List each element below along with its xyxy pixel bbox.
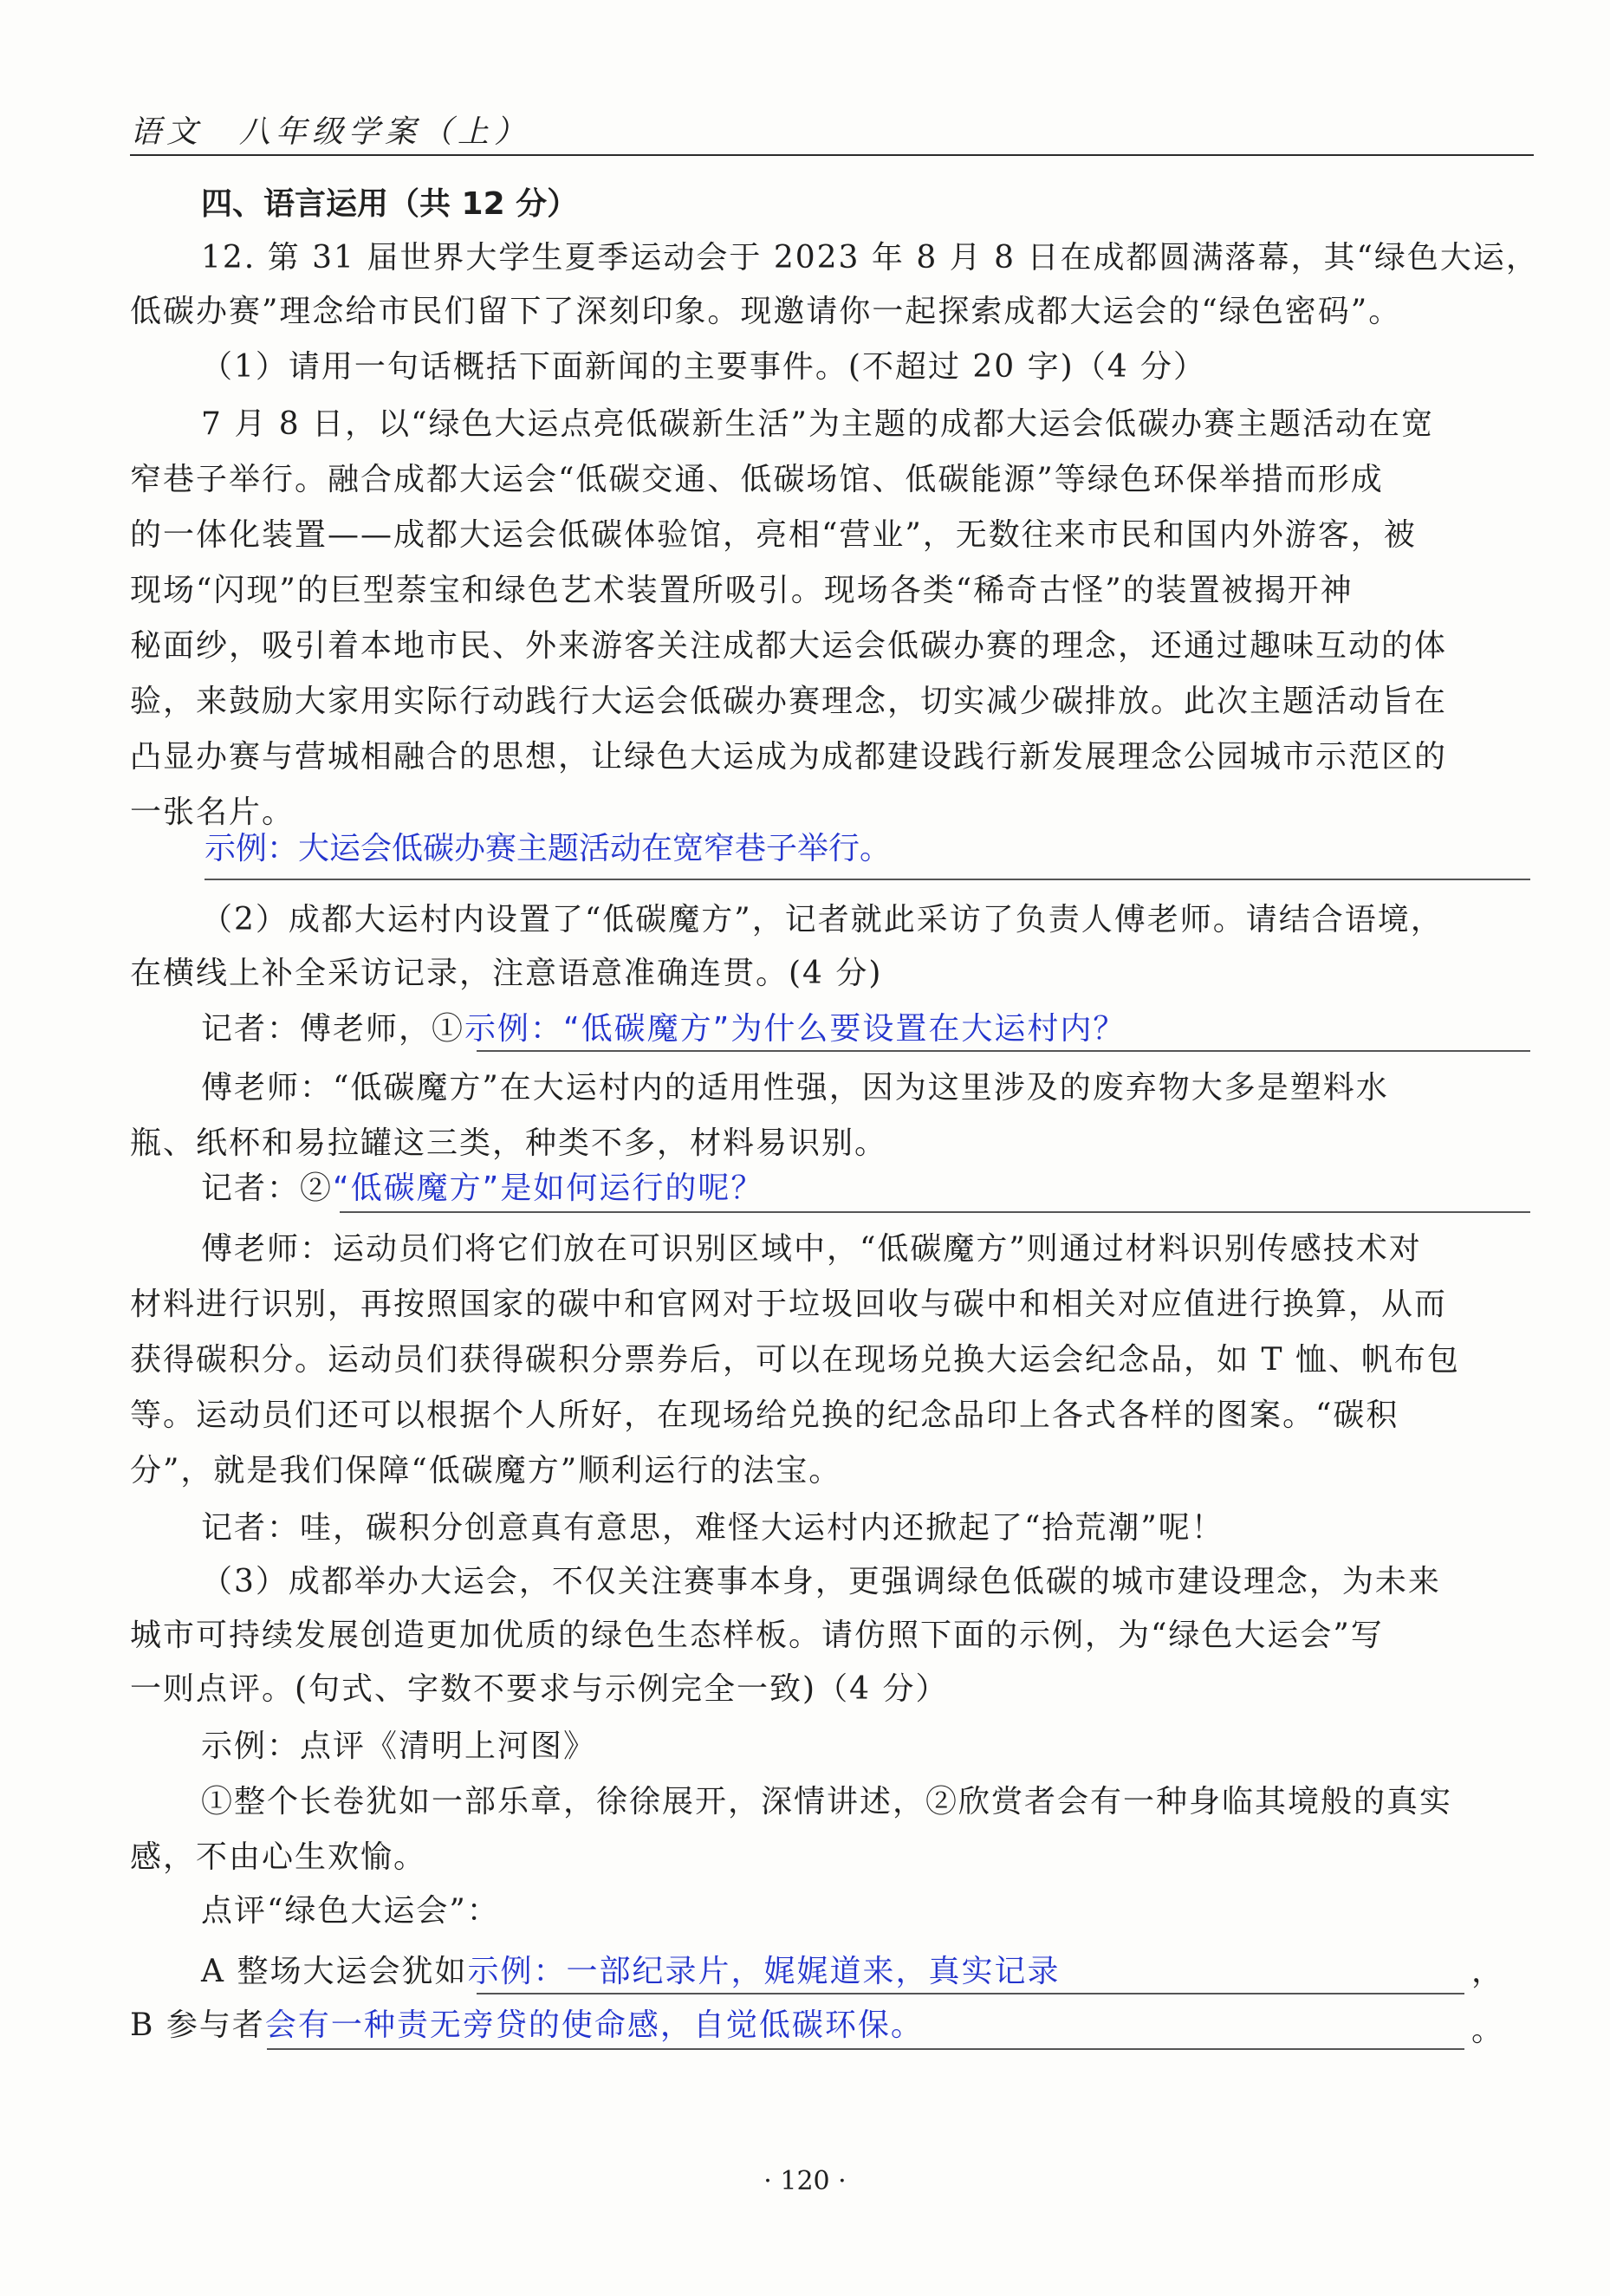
example-title: 示例：点评《清明上河图》 — [201, 1728, 597, 1764]
review-b-answer-line — [267, 2048, 1464, 2050]
review-b-label: B 参与者 — [130, 2007, 265, 2043]
page-header — [130, 102, 1534, 156]
news-line-1: 7 月 8 日，以“绿色大运点亮低碳新生活”为主题的成都大运会低碳办赛主题活动在宽 — [201, 406, 1434, 442]
q12-part3-prompt-3: 一则点评。(句式、字数不要求与示例完全一致)（4 分） — [130, 1671, 949, 1707]
reporter-1-label: 记者：傅老师，① — [201, 1011, 465, 1047]
review-a-answer-line — [477, 1993, 1464, 1994]
example-text-line-1: ①整个长卷犹如一部乐章，徐徐展开，深情讲述，②欣赏者会有一种身临其境般的真实 — [201, 1784, 1453, 1819]
reporter-line-1 — [201, 1007, 1534, 1052]
news-line-3: 的一体化装置——成都大运会低碳体验馆，亮相“营业”，无数往来市民和国内外游客，被 — [130, 517, 1417, 553]
review-a-end: ， — [1471, 1954, 1503, 1989]
q12-part3-prompt-2: 城市可持续发展创造更加优质的绿色生态样板。请仿照下面的示例，为“绿色大运会”写 — [130, 1618, 1384, 1653]
q12-part2-prompt-1: （2）成都大运村内设置了“低碳魔方”，记者就此采访了负责人傅老师。请结合语境， — [201, 902, 1444, 937]
q12-part1-prompt: （1）请用一句话概括下面新闻的主要事件。(不超过 20 字)（4 分） — [201, 349, 1207, 385]
news-line-8: 一张名片。 — [130, 795, 295, 830]
teacher-2-line-5: 分”，就是我们保障“低碳魔方”顺利运行的法宝。 — [130, 1453, 842, 1489]
reporter-line-2 — [201, 1166, 1534, 1211]
teacher-2-line-1: 傅老师：运动员们将它们放在可识别区域中，“低碳魔方”则通过材料识别传感技术对 — [201, 1231, 1422, 1267]
review-a-answer[interactable]: 示例：一部纪录片，娓娓道来，真实记录 — [467, 1954, 1061, 1989]
review-b-answer[interactable]: 会有一种责无旁贷的使命感，自觉低碳环保。 — [264, 2007, 924, 2043]
example-text-line-2: 感，不由心生欢愉。 — [130, 1839, 427, 1875]
teacher-1-line-1: 傅老师：“低碳魔方”在大运村内的适用性强，因为这里涉及的废弃物大多是塑料水 — [201, 1070, 1389, 1106]
news-line-7: 凸显办赛与营城相融合的思想，让绿色大运成为成都建设践行新发展理念公园城市示范区的 — [130, 739, 1448, 775]
reporter-2-answer[interactable]: “低碳魔方”是如何运行的呢？ — [333, 1171, 764, 1206]
reporter-line-3: 记者：哇，碳积分创意真有意思，难怪大运村内还掀起了“拾荒潮”呢！ — [201, 1510, 1224, 1546]
part1-answer[interactable]: 示例：大运会低碳办赛主题活动在宽窄巷子举行。 — [204, 831, 892, 866]
teacher-2-line-4: 等。运动员们还可以根据个人所好，在现场给兑换的纪念品印上各式各样的图案。“碳积 — [130, 1398, 1399, 1433]
q12-part2-prompt-2: 在横线上补全采访记录，注意语意准确连贯。(4 分) — [130, 956, 883, 991]
teacher-2-line-2: 材料进行识别，再按照国家的碳中和官网对于垃圾回收与碳中和相关对应值进行换算，从而 — [130, 1287, 1448, 1322]
news-line-6: 验，来鼓励大家用实际行动践行大运会低碳办赛理念，切实减少碳排放。此次主题活动旨在 — [130, 684, 1448, 719]
page-number: · 120 · — [763, 2166, 847, 2196]
review-a-label: A 整场大运会犹如 — [201, 1954, 468, 1989]
news-line-4: 现场“闪现”的巨型萘宝和绿色艺术装置所吸引。现场各类“稀奇古怪”的装置被揭开神 — [130, 573, 1354, 608]
reporter-1-answer[interactable]: 示例：“低碳魔方”为什么要设置在大运村内？ — [464, 1011, 1126, 1047]
review-line-b — [130, 2003, 1534, 2048]
teacher-1-line-2: 瓶、纸杯和易拉罐这三类，种类不多，材料易识别。 — [130, 1125, 888, 1161]
review-b-end: 。 — [1471, 2013, 1503, 2048]
reporter-1-answer-line — [477, 1050, 1530, 1052]
q12-intro-line-1: 12. 第 31 届世界大学生夏季运动会于 2023 年 8 月 8 日在成都圆满落幕，其“绿色大运， — [201, 240, 1539, 276]
review-title: 点评“绿色大运会”： — [201, 1893, 500, 1929]
news-line-2: 窄巷子举行。融合成都大运会“低碳交通、低碳场馆、低碳能源”等绿色环保举措而形成 — [130, 462, 1384, 497]
news-line-5: 秘面纱，吸引着本地市民、外来游客关注成都大运会低碳办赛的理念，还通过趣味互动的体 — [130, 628, 1448, 664]
reporter-2-label: 记者：② — [201, 1171, 334, 1206]
part1-answer-line — [204, 879, 1530, 880]
section-title: 四、语言运用（共 12 分） — [201, 186, 579, 222]
q12-intro-line-2: 低碳办赛”理念给市民们留下了深刻印象。现邀请你一起探索成都大运会的“绿色密码”。 — [130, 294, 1402, 329]
review-line-a — [201, 1949, 1534, 1994]
teacher-2-line-3: 获得碳积分。运动员们获得碳积分票券后，可以在现场兑换大运会纪念品，如 T 恤、帆布包 — [130, 1342, 1460, 1378]
reporter-2-answer-line — [340, 1211, 1530, 1213]
q12-part3-prompt-1: （3）成都举办大运会，不仅关注赛事本身，更强调绿色低碳的城市建设理念，为未来 — [201, 1564, 1441, 1599]
header-title: 语文 八年级学案（上） — [130, 114, 531, 150]
